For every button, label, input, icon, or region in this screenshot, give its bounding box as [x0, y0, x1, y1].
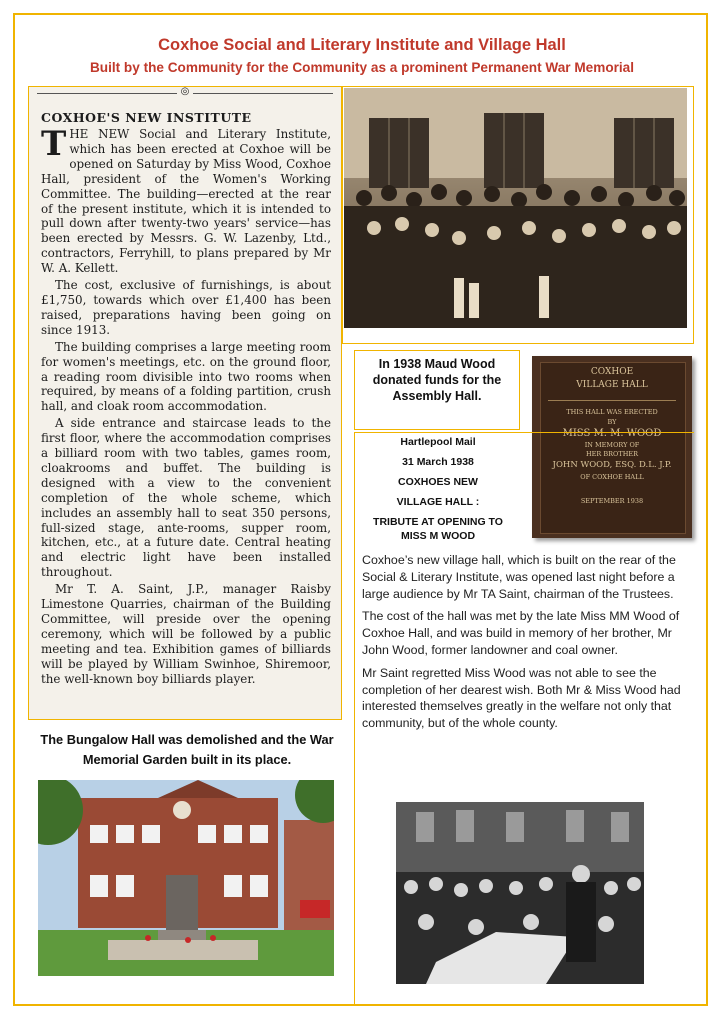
- mail-source: Hartlepool Mail: [400, 436, 476, 448]
- mail-headline: TRIBUTE AT OPENING TO: [373, 516, 503, 528]
- plaque-line: THIS HALL WAS ERECTED: [566, 408, 658, 416]
- clipping-paragraph: A side entrance and staircase leads to the first floor, where the accommodation comprises a billiard room with two tables, games room, cloakrooms and buffet. The building is designed with a view to the convenient completion of the whole scheme, which includes an assembly hall to seat 350 persons, full-sized stage, ante-rooms, supper room, kitchen, etc., at a future date. Central heating and electric light have been installed throughout.: [41, 416, 331, 580]
- page-subtitle: Built by the Community for the Community as a prominent Permanent War Memorial: [89, 60, 635, 75]
- clipping-body: [29, 124, 341, 687]
- plaque-line: MISS M. M. WOOD: [562, 428, 662, 439]
- plaque-line: OF COXHOE HALL: [580, 473, 644, 481]
- dropcap: T: [41, 124, 67, 164]
- mail-headline: MISS M WOOD: [400, 530, 476, 542]
- bungalow-caption: The Bungalow Hall was demolished and the War Memorial Garden built in its place.: [40, 732, 334, 767]
- plaque-line: VILLAGE HALL: [576, 380, 648, 390]
- page-title: Coxhoe Social and Literary Institute and Village Hall: [158, 36, 566, 54]
- clipping-headline: COXHOE'S NEW INSTITUTE: [41, 110, 252, 125]
- article-paragraph: Coxhoe’s new village hall, which is built on the rear of the Social & Literary Institute, was opened last night before a large audience by Mr TA Saint, chairman of the Trustees.: [362, 553, 676, 601]
- clipping-paragraph: Mr T. A. Saint, J.P., manager Raisby Limestone Quarries, chairman of the Building Committee, will preside over the opening ceremony, which will be followed by a public meeting and tea. Exhibition games of billiards will be played by William Swinhoe, Shiremoor, the well-known boy billiards player.: [41, 582, 331, 686]
- plaque-line: BY: [607, 418, 617, 426]
- mail-article: [362, 552, 686, 738]
- mail-heading: [362, 432, 514, 543]
- plaque-line: HER BROTHER: [585, 450, 639, 458]
- plaque-line: JOHN WOOD, ESQ. D.L. J.P.: [552, 460, 672, 470]
- clipping-paragraph: HE NEW Social and Literary Institute, which has been erected at Coxhoe will be opened on Saturday by Miss Wood, Coxhoe Hall, president of the Women's Working Committee. The building—erected at the rear of the present institute, which it is intended to pull down after twenty-two years' service—has been erected by Messrs. G. W. Lazenby, Ltd., contractors, Ferryhill, to plans prepared by Mr W. A. Kellett.: [41, 127, 331, 276]
- mail-headline: VILLAGE HALL :: [396, 496, 480, 508]
- ornament-icon: ◎: [177, 86, 194, 97]
- mail-date: 31 March 1938: [402, 456, 474, 468]
- maud-wood-caption: In 1938 Maud Wood donated funds for the Assembly Hall.: [372, 357, 502, 403]
- article-paragraph: The cost of the hall was met by the late Miss MM Wood of Coxhoe Hall, and was build in memory of her brother, Mr John Wood, former landowner and coal owner.: [362, 609, 680, 657]
- clipping-paragraph: The cost, exclusive of furnishings, is about £1,750, towards which over £1,400 has been raised, preparations having been going on since 1913.: [41, 278, 331, 337]
- article-paragraph: Mr Saint regretted Miss Wood was not able to see the completion of her dearest wish. Both Mr & Miss Wood had interested themselves greatly in the welfare not only that community, but of the whole county.: [362, 665, 681, 731]
- war-memorial-photo: [38, 780, 334, 976]
- newspaper-clipping: [28, 86, 342, 720]
- plaque-line: SEPTEMBER 1938: [580, 497, 644, 505]
- ornament-rule: [37, 86, 333, 102]
- plaque-line: COXHOE: [590, 367, 634, 377]
- crowd-photo: [344, 88, 687, 328]
- mail-headline: COXHOES NEW: [398, 476, 478, 488]
- plaque-line: IN MEMORY OF: [584, 441, 640, 449]
- hall-interior-photo: [396, 802, 644, 984]
- clipping-paragraph: The building comprises a large meeting room for women's meetings, etc. on the ground floor, a reading room divisible into two rooms when required, by means of a folding partition, crush hall, and cloak room accommodation.: [41, 339, 331, 414]
